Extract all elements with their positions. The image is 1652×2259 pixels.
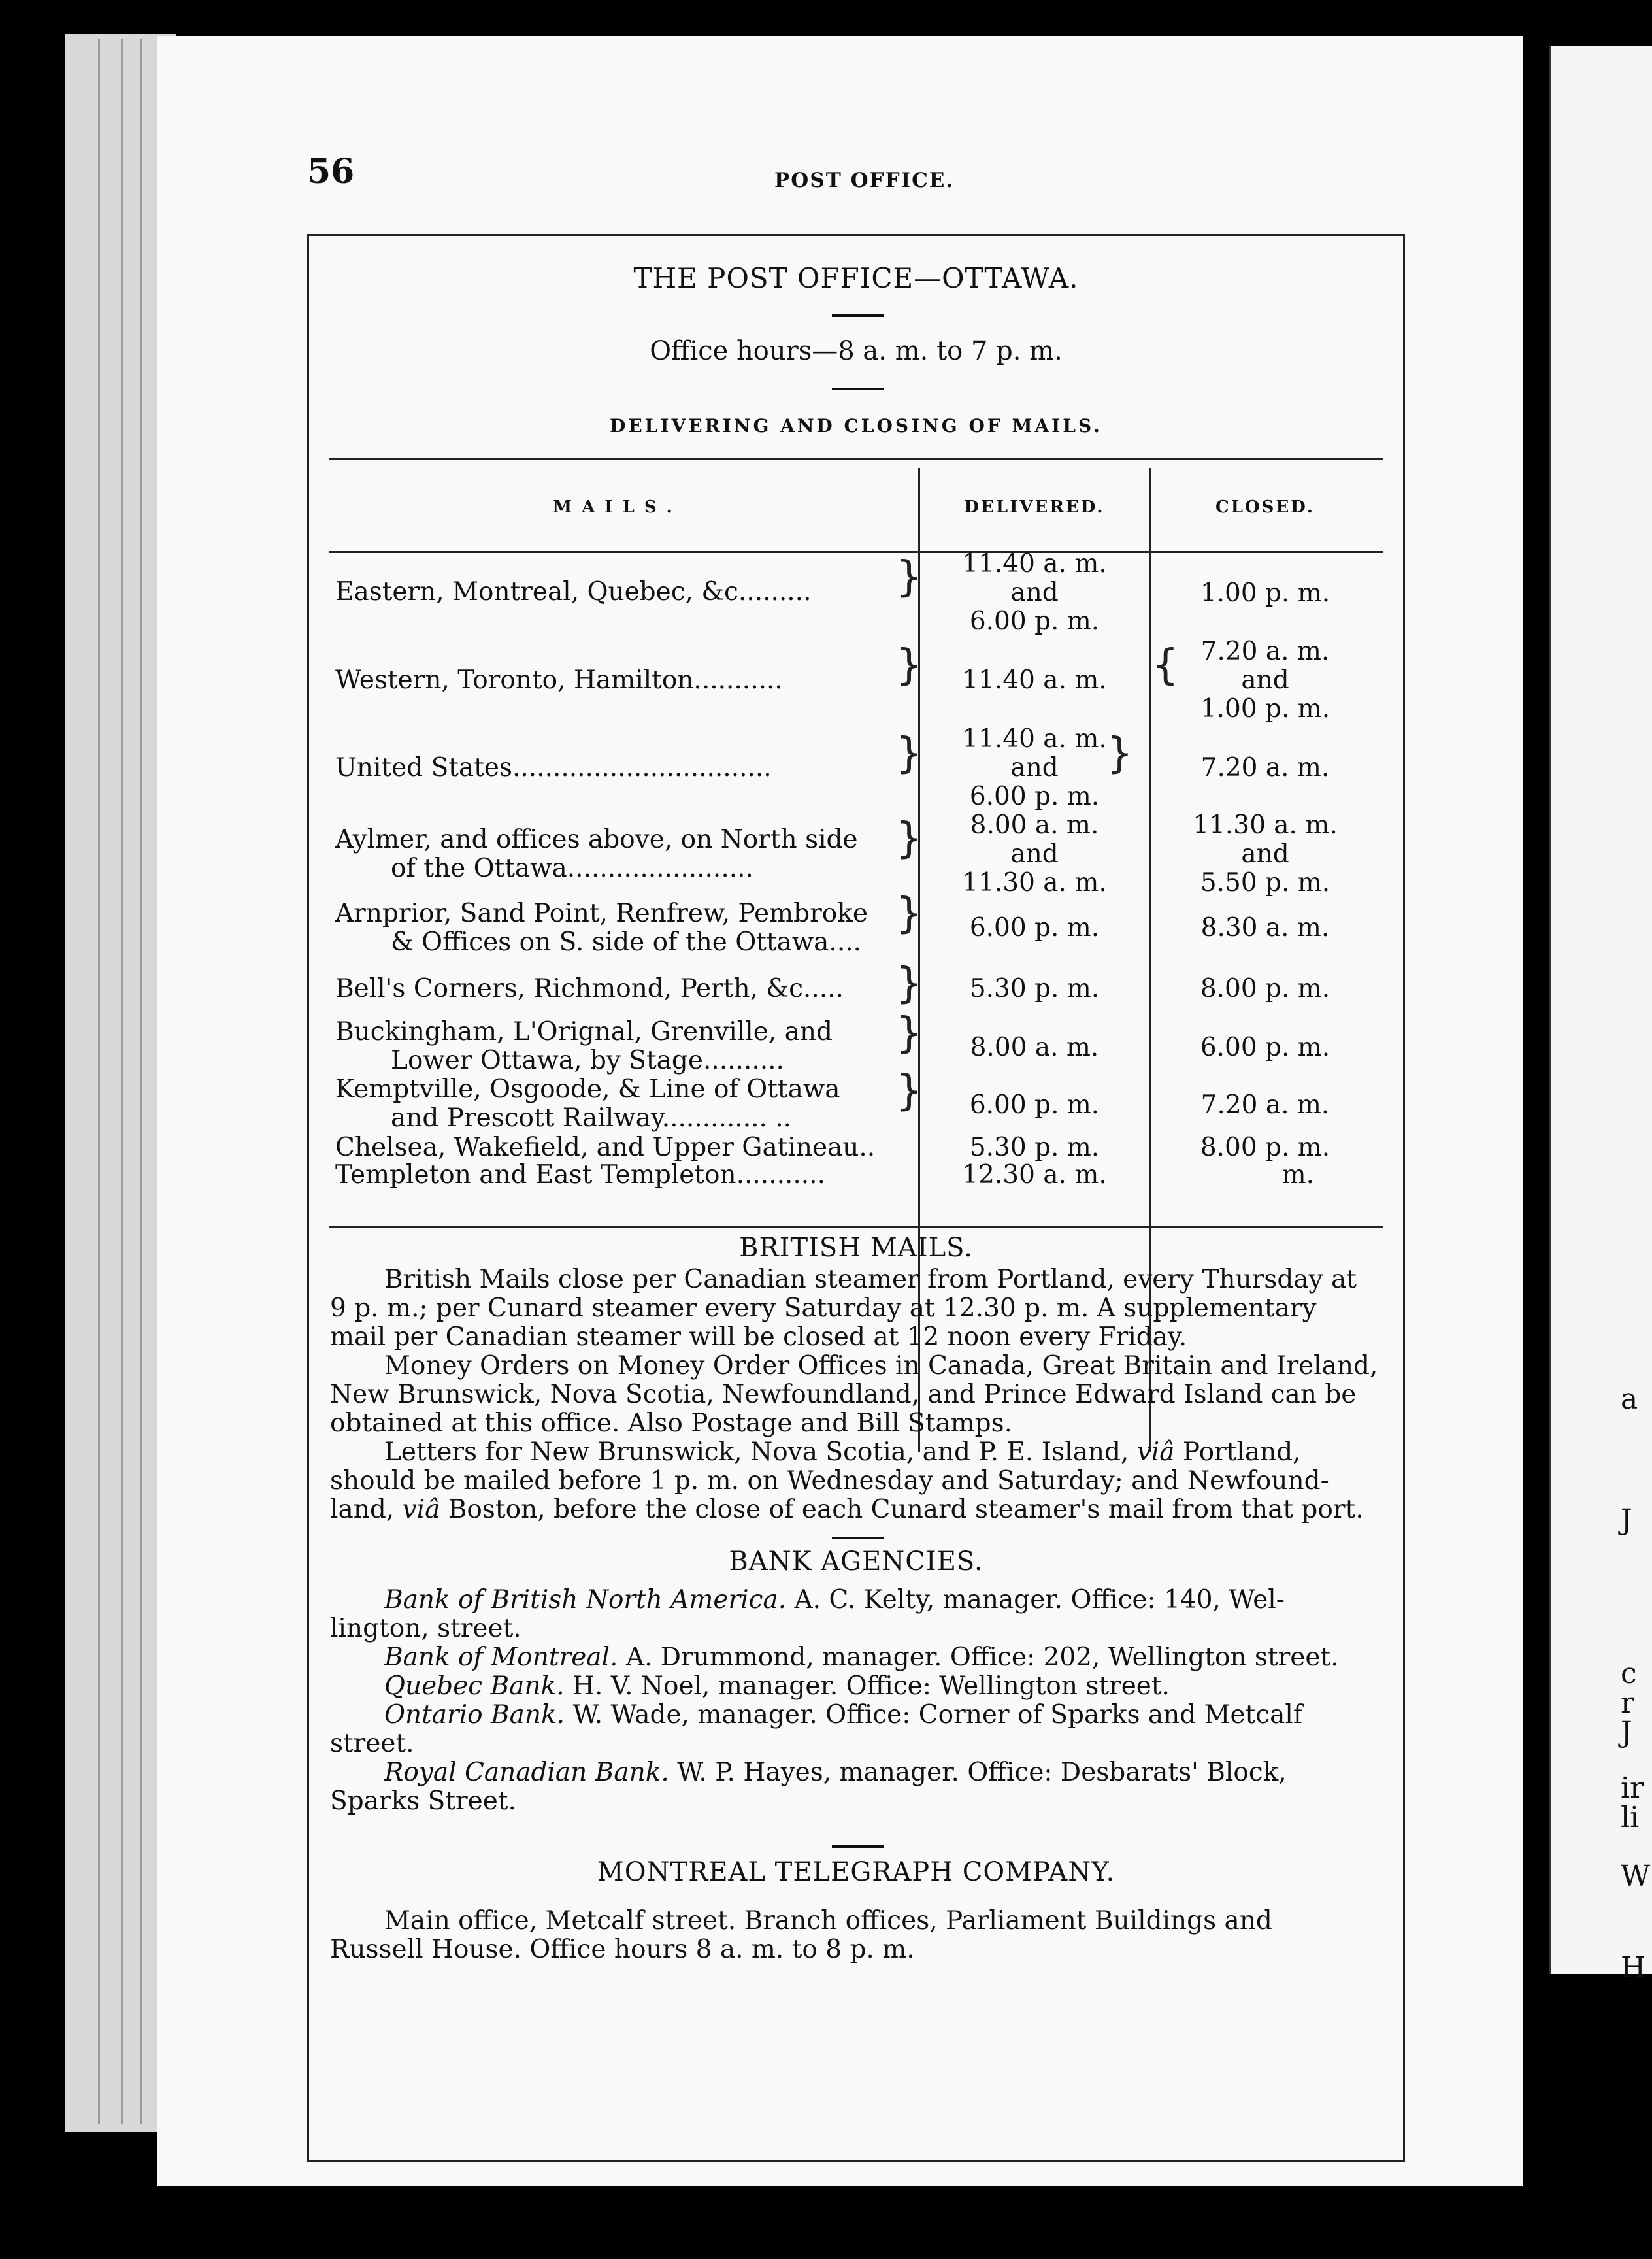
closed-time: 7.20 a. m. — [1200, 637, 1330, 666]
british-mails-line: British Mails close per Canadian steamer from Portland, every Thursday at — [384, 1265, 1357, 1294]
bank-entry — [384, 1672, 1170, 1701]
divider — [832, 388, 884, 390]
british-mails-line: obtained at this office. Also Postage and Bill Stamps. — [330, 1409, 1013, 1438]
brace: } — [1106, 729, 1133, 778]
british-mails-line: should be mailed before 1 p. m. on Wednesday and Saturday; and Newfound- — [330, 1466, 1329, 1496]
delivered-time: and — [1010, 578, 1059, 607]
delivered-time: 6.00 p. m. — [969, 607, 1100, 636]
closed-time: m. — [1281, 1160, 1314, 1190]
closed-time: 11.30 a. m. — [1193, 811, 1338, 840]
british-mails-line: land, viâ Boston, before the close of each Cunard steamer's mail from that port. — [330, 1495, 1364, 1524]
closed-time: and — [1241, 839, 1289, 869]
bank-details: A. C. Kelty, manager. Office: 140, Wel- — [794, 1585, 1285, 1615]
bank-details: W. P. Hayes, manager. Office: Desbarats' Block, — [677, 1758, 1287, 1787]
running-head: POST OFFICE. — [774, 169, 955, 192]
mail-route: Aylmer, and offices above, on North side — [335, 825, 858, 854]
bank-name: Bank of Montreal. — [384, 1643, 618, 1672]
bank-name: Quebec Bank. — [384, 1671, 565, 1701]
mail-route: Eastern, Montreal, Quebec, &c......... — [335, 577, 812, 607]
delivered-time: 5.30 p. m. — [969, 1133, 1100, 1162]
delivered-time: 12.30 a. m. — [962, 1160, 1107, 1190]
bank-name: Ontario Bank. — [384, 1700, 565, 1730]
divider — [832, 1537, 884, 1539]
italic-via: viâ — [1136, 1437, 1175, 1467]
closed-time: 1.00 p. m. — [1200, 694, 1330, 724]
bank-details: W. Wade, manager. Office: Corner of Sparks and Metcalf — [572, 1700, 1303, 1730]
brace: } — [896, 814, 923, 863]
facing-page-fragment: c — [1621, 1657, 1637, 1690]
bank-entry-cont: street. — [330, 1729, 414, 1758]
delivered-time: 6.00 p. m. — [969, 913, 1100, 943]
italic-via: viâ — [402, 1495, 440, 1524]
british-mails-title: BRITISH MAILS. — [739, 1233, 973, 1263]
facing-page-fragment: J — [1621, 1716, 1632, 1749]
facing-page-fragment: W — [1621, 1860, 1651, 1893]
closed-time: 1.00 p. m. — [1200, 578, 1330, 608]
british-mails-line: Money Orders on Money Order Offices in Canada, Great Britain and Ireland, — [384, 1351, 1378, 1380]
facing-page-fragment: ir — [1621, 1771, 1644, 1805]
delivered-time: 6.00 p. m. — [969, 782, 1100, 811]
mail-route: Lower Ottawa, by Stage.......... — [391, 1046, 784, 1075]
facing-page-fragment: H — [1621, 1951, 1646, 1984]
closed-time: 8.00 p. m. — [1200, 1133, 1330, 1162]
column-header-delivered: DELIVERED. — [964, 497, 1105, 517]
brace: } — [896, 1009, 923, 1058]
page-edge-line — [140, 39, 142, 2124]
bank-entry-cont: lington, street. — [330, 1614, 521, 1643]
bank-entry — [384, 1643, 1339, 1672]
british-mails-line: mail per Canadian steamer will be closed at 12 noon every Friday. — [330, 1322, 1187, 1352]
bank-entry-cont: Sparks Street. — [330, 1786, 516, 1816]
brace: { — [1152, 641, 1179, 690]
delivered-time: 11.40 a. m. — [962, 665, 1107, 695]
mail-route: Arnprior, Sand Point, Renfrew, Pembroke — [335, 899, 868, 928]
mail-route: United States................................ — [335, 753, 772, 782]
post-office-title: THE POST OFFICE—OTTAWA. — [633, 262, 1079, 294]
mail-route: Buckingham, L'Orignal, Grenville, and — [335, 1017, 833, 1046]
divider — [832, 314, 884, 317]
bank-entry — [384, 1701, 1302, 1730]
delivered-time: 11.30 a. m. — [962, 868, 1107, 897]
closed-time: 8.00 p. m. — [1200, 974, 1330, 1003]
mail-route: Kemptville, Osgoode, & Line of Ottawa — [335, 1075, 840, 1104]
british-mails-line: Letters for New Brunswick, Nova Scotia, and P. E. Island, viâ Portland, — [384, 1437, 1301, 1467]
facing-page-fragment: a — [1621, 1382, 1638, 1416]
page-edge-line — [98, 39, 100, 2124]
brace: } — [896, 729, 923, 778]
page-number: 56 — [307, 152, 355, 192]
mail-route: Bell's Corners, Richmond, Perth, &c..... — [335, 974, 844, 1003]
delivered-time: 11.40 a. m. — [962, 724, 1107, 754]
delivered-time: and — [1010, 839, 1059, 869]
bank-details: A. Drummond, manager. Office: 202, Wellington street. — [625, 1643, 1339, 1672]
content-frame — [307, 234, 1405, 2162]
delivered-time: 11.40 a. m. — [962, 549, 1107, 578]
brace: } — [896, 641, 923, 690]
divider — [832, 1845, 884, 1848]
office-hours: Office hours—8 a. m. to 7 p. m. — [650, 336, 1063, 366]
mail-route: of the Ottawa....................... — [391, 854, 753, 883]
mail-route: Western, Toronto, Hamilton........... — [335, 665, 783, 695]
page-edge-line — [121, 39, 123, 2124]
table-bottom-rule — [329, 1226, 1383, 1228]
column-header-closed: CLOSED. — [1215, 497, 1315, 517]
mail-route: Templeton and East Templeton........... — [335, 1160, 825, 1190]
column-header-mails: M A I L S . — [553, 497, 674, 517]
bank-name: Bank of British North America. — [384, 1585, 787, 1615]
bank-entry — [384, 1586, 1285, 1615]
mail-route: Chelsea, Wakefield, and Upper Gatineau.. — [335, 1133, 876, 1162]
delivered-time: 5.30 p. m. — [969, 974, 1100, 1003]
facing-page-fragment: li — [1621, 1801, 1640, 1834]
brace: } — [896, 890, 923, 938]
mails-subtitle: DELIVERING AND CLOSING OF MAILS. — [610, 415, 1102, 437]
bank-details: H. V. Noel, manager. Office: Wellington street. — [572, 1671, 1170, 1701]
british-mails-line: 9 p. m.; per Cunard steamer every Saturday at 12.30 p. m. A supplementary — [330, 1294, 1317, 1323]
brace: } — [896, 1067, 923, 1115]
closed-time: 6.00 p. m. — [1200, 1033, 1330, 1062]
closed-time: 7.20 a. m. — [1200, 753, 1330, 782]
delivered-time: 8.00 a. m. — [970, 811, 1099, 840]
brace: } — [896, 553, 923, 601]
telegraph-line: Main office, Metcalf street. Branch offices, Parliament Buildings and — [384, 1906, 1272, 1935]
table-top-rule — [329, 458, 1383, 460]
delivered-time: 8.00 a. m. — [970, 1033, 1099, 1062]
telegraph-title: MONTREAL TELEGRAPH COMPANY. — [597, 1857, 1115, 1887]
closed-time: and — [1241, 665, 1289, 695]
mail-route: and Prescott Railway............. .. — [391, 1103, 792, 1133]
table-header-rule — [329, 551, 1383, 553]
mail-route: & Offices on S. side of the Ottawa.... — [391, 928, 862, 957]
brace: } — [896, 960, 923, 1008]
facing-page-fragment: r — [1621, 1686, 1635, 1720]
closed-time: 5.50 p. m. — [1200, 868, 1330, 897]
bank-name: Royal Canadian Bank. — [384, 1758, 669, 1787]
british-mails-line: New Brunswick, Nova Scotia, Newfoundland, and Prince Edward Island can be — [330, 1380, 1357, 1409]
facing-page-fragment: J — [1621, 1503, 1632, 1537]
bank-agencies-title: BANK AGENCIES. — [729, 1547, 983, 1577]
delivered-time: 6.00 p. m. — [969, 1090, 1100, 1120]
closed-time: 7.20 a. m. — [1200, 1090, 1330, 1120]
bank-entry — [384, 1758, 1287, 1787]
delivered-time: and — [1010, 753, 1059, 782]
telegraph-line: Russell House. Office hours 8 a. m. to 8 p. m. — [330, 1935, 915, 1964]
closed-time: 8.30 a. m. — [1200, 913, 1330, 943]
